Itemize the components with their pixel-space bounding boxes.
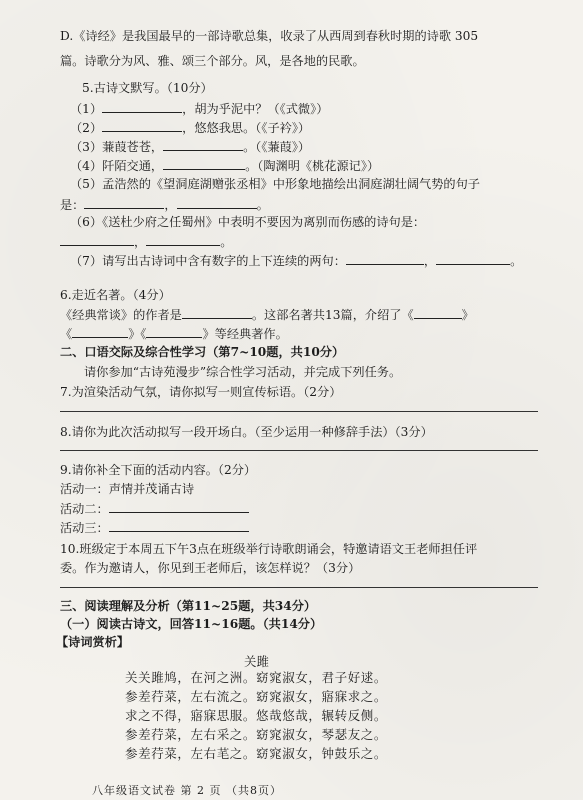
answer-blank[interactable] <box>346 252 424 265</box>
q8-prompt: 8.请你为此次活动拟写一段开场白。（至少运用一种修辞手法）（3分） <box>60 425 433 439</box>
section-3-heading: 三、阅读理解及分析（第11~25题，共34分） <box>60 599 317 613</box>
poem-line: 关关雎鸠，在河之洲。窈窕淑女，君子好逑。 <box>125 670 388 685</box>
q10-line2: 委。作为邀请人，你见到王老师后，该怎样说？（3分） <box>60 561 361 575</box>
answer-blank[interactable] <box>109 519 249 532</box>
answer-blank[interactable] <box>163 157 245 170</box>
q6-line2: 《 》《 》等经典著作。 <box>60 327 288 341</box>
q5-item-5-line2: 是： ， 。 <box>60 198 269 212</box>
poem-title: 关雎 <box>244 654 270 669</box>
q10-line1: 10.班级定于本周五下午3点在班级举行诗歌朗诵会，特邀请语文王老师担任评 <box>60 542 478 556</box>
activity-2: 活动二： <box>60 500 249 517</box>
answer-blank[interactable] <box>163 138 243 151</box>
poem-line: 求之不得，寤寐思服。悠哉悠哉，辗转反侧。 <box>125 708 388 723</box>
poem-line: 参差荇菜，左右流之。窈窕淑女，寤寐求之。 <box>125 689 388 704</box>
answer-blank[interactable] <box>84 196 164 209</box>
q7-prompt: 7.为渲染活动气氛，请你拟写一则宣传标语。（2分） <box>60 385 342 399</box>
q5-heading: 5.古诗文默写。（10分） <box>82 81 213 95</box>
poem-line: 参差荇菜，左右采之。窈窕淑女，琴瑟友之。 <box>125 727 388 742</box>
q5-item-7-line1: （7）请写出古诗词中含有数字的上下连续的两句： ， 。 <box>70 254 523 268</box>
answer-blank[interactable] <box>109 500 249 513</box>
answer-blank[interactable] <box>436 252 510 265</box>
poem-line: 参差荇菜，左右芼之。窈窕淑女，钟鼓乐之。 <box>125 746 388 761</box>
answer-blank[interactable] <box>146 233 220 246</box>
q7-answer-line[interactable] <box>60 411 538 412</box>
q6-line1: 《经典常谈》的作者是 。这部名著共13篇，介绍了《 》 <box>60 308 474 322</box>
q5-item-5-line1: （5）孟浩然的《望洞庭湖赠张丞相》中形象地描绘出洞庭湖壮阔气势的句子 <box>70 177 480 191</box>
q5-item-4: （4）阡陌交通， 。（陶渊明《桃花源记》） <box>70 159 380 173</box>
answer-blank[interactable] <box>72 325 128 338</box>
poetry-appreciation-label: 【诗词赏析】 <box>56 635 130 649</box>
section-2-heading: 二、口语交际及综合性学习（第7~10题，共10分） <box>60 345 345 359</box>
answer-blank[interactable] <box>182 306 252 319</box>
answer-blank[interactable] <box>102 100 182 113</box>
q5-item-6-line1: （6）《送杜少府之任蜀州》中表明不要因为离别而伤感的诗句是： <box>70 215 426 229</box>
q5-item-2: （2） ，悠悠我思。（《子衿》） <box>70 121 311 135</box>
answer-blank[interactable] <box>146 325 202 338</box>
page-footer: 八年级语文试卷 第 2 页 （共8页） <box>92 784 282 797</box>
q9-prompt: 9.请你补全下面的活动内容。（2分） <box>60 463 257 477</box>
q10-answer-line[interactable] <box>60 587 538 588</box>
activity-1: 活动一：声情并茂诵古诗 <box>60 482 195 496</box>
answer-blank[interactable] <box>177 196 257 209</box>
q6-heading: 6.走近名著。（4分） <box>60 288 171 302</box>
q4-option-d-line1: D.《诗经》是我国最早的一部诗歌总集，收录了从西周到春秋时期的诗歌 305 <box>60 29 479 43</box>
q8-answer-line[interactable] <box>60 450 538 451</box>
q5-item-6-line2: ， 。 <box>60 233 232 250</box>
answer-blank[interactable] <box>60 233 134 246</box>
q5-item-1: （1） ，胡为乎泥中？（《式微》） <box>70 102 329 116</box>
section-3-subheading: （一）阅读古诗文，回答11~16题。（共14分） <box>60 617 323 631</box>
q5-item-3: （3）蒹葭苍苍， 。（《蒹葭》） <box>70 140 311 154</box>
answer-blank[interactable] <box>414 306 462 319</box>
q4-option-d-line2: 篇。诗歌分为风、雅、颂三个部分。风，是各地的民歌。 <box>60 54 365 68</box>
section-2-intro: 请你参加“古诗苑漫步”综合性学习活动，并完成下列任务。 <box>84 365 402 379</box>
activity-3: 活动三： <box>60 519 249 536</box>
answer-blank[interactable] <box>102 119 182 132</box>
